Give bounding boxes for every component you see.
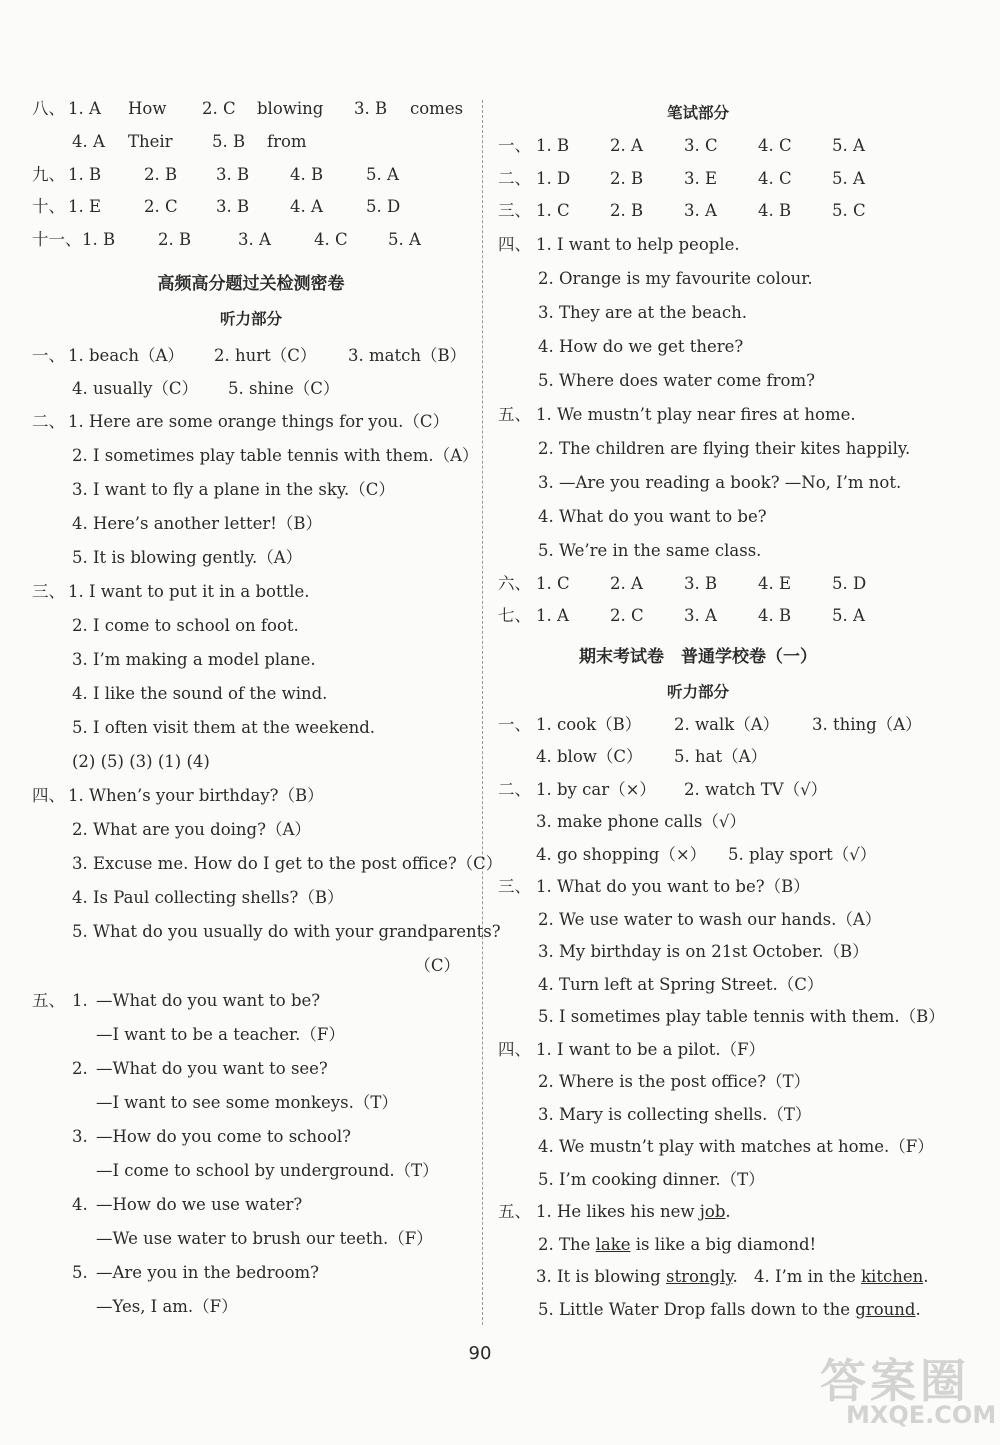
written-row-6 bbox=[498, 568, 898, 601]
section-label: 一、 bbox=[498, 136, 531, 155]
answer-tail: （C） bbox=[414, 956, 460, 975]
answer-item: 5. C bbox=[832, 201, 866, 220]
dialogue-row bbox=[32, 1120, 470, 1154]
answer-line: 5. We’re in the same class. bbox=[538, 540, 762, 560]
section-label: 三、 bbox=[32, 582, 65, 601]
answer-line: 1. I want to be a pilot.（F） bbox=[536, 1039, 766, 1059]
section-subtitle: 听力部分 bbox=[219, 310, 282, 328]
final-written-row-5 bbox=[498, 1196, 898, 1229]
answer-item: 3. B bbox=[354, 99, 388, 118]
dialogue-row bbox=[32, 1256, 470, 1290]
final-listening-row-2-cont2 bbox=[498, 839, 898, 872]
answer-item: 1. A bbox=[68, 99, 101, 118]
answer-item: 5. play sport（√） bbox=[728, 844, 877, 864]
answer-line: 4. Here’s another letter!（B） bbox=[72, 514, 323, 533]
section-label: 十一、 bbox=[32, 229, 82, 249]
section-label: 二、 bbox=[498, 779, 531, 799]
answer-line: 3. My birthday is on 21st October.（B） bbox=[538, 942, 869, 961]
final-listening-row-2-cont bbox=[498, 806, 898, 839]
section-title: 笔试部分 bbox=[666, 104, 729, 122]
answer-item: 2. C bbox=[202, 99, 236, 118]
section-label: 五、 bbox=[32, 991, 65, 1010]
answer-line: 2. I sometimes play table tennis with them.（A） bbox=[72, 446, 479, 465]
watermark-url: MXQE.COM bbox=[846, 1401, 997, 1429]
answer-item: 5. A bbox=[832, 606, 865, 625]
answer-line: 3. —Are you reading a book? —No, I’m not. bbox=[538, 472, 902, 492]
answer-item: 3. E bbox=[684, 168, 718, 188]
answer-item: 1. by car（×） bbox=[536, 779, 656, 799]
answer-item: 3. B bbox=[684, 573, 718, 593]
dialogue-answer: —We use water to brush our teeth.（F） bbox=[96, 1229, 433, 1248]
section-label: 九、 bbox=[32, 164, 65, 184]
answer-item: 4. B bbox=[758, 201, 792, 220]
answer-line: 3. Excuse me. How do I get to the post office?（C） bbox=[72, 854, 503, 873]
section-label: 十、 bbox=[32, 197, 65, 216]
answer-item: 5. A bbox=[366, 164, 399, 184]
section-label: 四、 bbox=[32, 786, 65, 805]
answer-line: 4. Turn left at Spring Street.（C） bbox=[538, 974, 824, 994]
answer-line: 1. He likes his new job. bbox=[536, 1202, 731, 1221]
written-row-4 bbox=[498, 228, 898, 262]
section-label: 二、 bbox=[32, 412, 65, 431]
section-title: 高频高分题过关检测密卷 bbox=[157, 274, 345, 294]
answer-item: 2. B bbox=[158, 229, 192, 249]
answer-item: 2. B bbox=[610, 201, 644, 220]
answer-item: How bbox=[128, 99, 167, 118]
answer-line: 3. They are at the beach. bbox=[538, 302, 747, 322]
final-listening-row-1 bbox=[498, 709, 922, 742]
answer-item: 1. D bbox=[536, 168, 571, 188]
dialogue-answer: —Yes, I am.（F） bbox=[96, 1297, 238, 1316]
section-label: 四、 bbox=[498, 234, 531, 254]
answer-line: 5. I sometimes play table tennis with them.（B） bbox=[538, 1007, 945, 1026]
answer-line: 5. I often visit them at the weekend. bbox=[72, 718, 376, 737]
answer-item: 2. A bbox=[610, 573, 643, 593]
section-label: 五、 bbox=[498, 1202, 531, 1221]
answer-item: 4. C bbox=[758, 168, 792, 188]
answer-item: 2. C bbox=[144, 197, 178, 216]
exam-title: 期末考试卷 普通学校卷（一） bbox=[579, 646, 817, 667]
answer-item: 1. C bbox=[536, 573, 570, 593]
answer-line: 2. The children are flying their kites happily. bbox=[538, 438, 911, 458]
answer-line: 4. How do we get there? bbox=[538, 336, 744, 356]
answer-item: 4. go shopping（×） bbox=[536, 844, 707, 864]
dialogue-answer: —I come to school by underground.（T） bbox=[96, 1161, 439, 1180]
written-row-1 bbox=[498, 130, 898, 163]
answer-line: 5. What do you usually do with your grandparents? bbox=[72, 922, 501, 941]
left-column bbox=[32, 92, 503, 1324]
answer-item: 1. B bbox=[68, 164, 102, 184]
dialogue-question: —What do you want to be? bbox=[96, 991, 321, 1010]
section-label: 三、 bbox=[498, 877, 531, 896]
answer-item: 4. E bbox=[758, 573, 792, 593]
answer-line: 2. Where is the post office?（T） bbox=[538, 1072, 811, 1091]
written-row-7 bbox=[498, 600, 898, 633]
answer-line: 2. We use water to wash our hands.（A） bbox=[538, 909, 882, 929]
written-row-2 bbox=[498, 163, 898, 196]
answer-item: 1. B bbox=[82, 229, 116, 249]
answer-item: blowing bbox=[257, 99, 324, 118]
answer-line: 1. I want to put it in a bottle. bbox=[68, 582, 310, 601]
watermark-text: 答案圈 bbox=[820, 1354, 970, 1408]
answer-item: 5. A bbox=[388, 229, 421, 249]
section-label: 五、 bbox=[498, 404, 531, 424]
answer-item: 3. match（B） bbox=[348, 346, 467, 365]
listening-row-2 bbox=[32, 405, 470, 439]
item-number: 4. bbox=[72, 1195, 88, 1214]
answer-line: 4. Is Paul collecting shells?（B） bbox=[72, 888, 344, 907]
final-listening-row-2 bbox=[498, 774, 898, 807]
answer-line: 1. What do you want to be?（B） bbox=[536, 877, 810, 896]
answer-item: 2. B bbox=[144, 164, 178, 184]
answer-item: 1. B bbox=[536, 136, 570, 155]
answer-item: 1. C bbox=[536, 201, 570, 220]
column-divider bbox=[482, 100, 483, 1325]
answer-item: Their bbox=[128, 132, 173, 151]
dialogue-question: —Are you in the bedroom? bbox=[96, 1263, 319, 1282]
answer-item: comes bbox=[410, 99, 464, 118]
page-number: 90 bbox=[468, 1343, 492, 1364]
order-answer: (2) (5) (3) (1) (4) bbox=[72, 752, 210, 771]
answer-item: 1. cook（B） bbox=[536, 714, 642, 734]
answer-row-11 bbox=[32, 224, 470, 257]
answer-line: 1. Here are some orange things for you.（C） bbox=[68, 412, 450, 431]
answer-line: 4. We mustn’t play with matches at home.（F） bbox=[538, 1137, 934, 1156]
dialogue-question: —How do you come to school? bbox=[96, 1127, 352, 1146]
final-listening-row-1-cont bbox=[498, 741, 898, 774]
listening-row-1 bbox=[32, 340, 470, 373]
section-label: 六、 bbox=[498, 573, 531, 593]
answer-line: 5. I’m cooking dinner.（T） bbox=[538, 1169, 765, 1189]
written-row-3 bbox=[498, 195, 898, 228]
answer-item: 3. thing（A） bbox=[812, 714, 922, 734]
answer-item: 4. blow（C） bbox=[536, 747, 643, 766]
answer-row-10 bbox=[32, 191, 470, 224]
answer-line: 4. I like the sound of the wind. bbox=[72, 684, 328, 703]
written-row-5 bbox=[498, 398, 898, 432]
section-label: 二、 bbox=[498, 168, 531, 188]
answer-line: 2. The lake is like a big diamond! bbox=[538, 1234, 817, 1254]
section-label: 三、 bbox=[498, 201, 531, 220]
item-number: 5. bbox=[72, 1263, 88, 1282]
answer-item: 5. B bbox=[212, 132, 246, 151]
answer-line: 2. What are you doing?（A） bbox=[72, 820, 311, 839]
answer-item: 3. make phone calls（√） bbox=[536, 812, 746, 831]
dialogue-answer: —I want to see some monkeys.（T） bbox=[96, 1093, 398, 1112]
answer-line-pair bbox=[498, 1261, 929, 1294]
answer-item: 3. B bbox=[216, 164, 250, 184]
answer-line: 1. When’s your birthday?（B） bbox=[68, 786, 324, 805]
answer-item: 5. D bbox=[366, 197, 401, 216]
section-label: 七、 bbox=[498, 606, 531, 625]
answer-item: from bbox=[267, 132, 307, 151]
listening-row-1-cont bbox=[32, 373, 470, 406]
answer-line: 3. I’m making a model plane. bbox=[72, 650, 316, 669]
answer-line: 2. I come to school on foot. bbox=[72, 616, 299, 635]
answer-row-8 bbox=[32, 92, 470, 126]
dialogue-row bbox=[32, 1052, 470, 1086]
section-label: 四、 bbox=[498, 1039, 531, 1059]
answer-row-8-cont bbox=[32, 126, 470, 159]
answer-item: 4. B bbox=[290, 164, 324, 184]
section-label: 一、 bbox=[498, 714, 531, 734]
answer-line: 4. What do you want to be? bbox=[538, 506, 767, 526]
answer-item: 2. hurt（C） bbox=[214, 346, 317, 365]
answer-line: 1. I want to help people. bbox=[536, 234, 740, 254]
listening-row-3 bbox=[32, 575, 470, 609]
answer-line: 3. I want to fly a plane in the sky.（C） bbox=[72, 480, 395, 499]
answer-line: 3. Mary is collecting shells.（T） bbox=[538, 1104, 812, 1124]
section-subtitle: 听力部分 bbox=[666, 682, 729, 701]
answer-item: 4. C bbox=[758, 136, 792, 155]
answer-item: 5. hat（A） bbox=[674, 747, 767, 766]
answer-line: 1. We mustn’t play near fires at home. bbox=[536, 404, 856, 424]
final-listening-row-3 bbox=[498, 871, 898, 904]
answer-item: 2. walk（A） bbox=[674, 714, 780, 734]
answer-line: 5. It is blowing gently.（A） bbox=[72, 548, 303, 567]
watermark-logo bbox=[816, 1345, 997, 1435]
answer-line: 2. Orange is my favourite colour. bbox=[538, 268, 813, 288]
answer-item: 3. A bbox=[684, 606, 717, 625]
answer-item: 1. beach（A） bbox=[68, 346, 184, 365]
answer-item: 2. C bbox=[610, 606, 644, 625]
answer-item: 2. watch TV（√） bbox=[684, 779, 828, 799]
right-column bbox=[498, 92, 945, 1326]
answer-item: 2. B bbox=[610, 168, 644, 188]
item-number: 2. bbox=[72, 1059, 88, 1078]
answer-item: 5. D bbox=[832, 573, 867, 593]
answer-item: 5. shine（C） bbox=[228, 378, 340, 398]
section-label: 八、 bbox=[32, 99, 65, 118]
answer-item: 3. A bbox=[684, 201, 717, 220]
answer-item: 3. C bbox=[684, 136, 718, 155]
item-number: 1. bbox=[72, 991, 88, 1010]
answer-line: 5. Where does water come from? bbox=[538, 370, 815, 390]
listening-row-5 bbox=[32, 984, 470, 1018]
answer-item: 4. usually（C） bbox=[72, 378, 199, 398]
answer-item: 5. A bbox=[832, 136, 865, 155]
answer-item: 3. A bbox=[238, 229, 271, 249]
dialogue-question: —How do we use water? bbox=[96, 1195, 303, 1214]
answer-item: 3. B bbox=[216, 197, 250, 216]
answer-item: 1. E bbox=[68, 197, 102, 216]
final-listening-row-4 bbox=[498, 1034, 898, 1067]
dialogue-question: —What do you want to see? bbox=[96, 1059, 328, 1078]
answer-item: 4. A bbox=[72, 132, 105, 151]
answer-item: 2. A bbox=[610, 136, 643, 155]
answer-row-9 bbox=[32, 159, 470, 192]
answer-item: 4. B bbox=[758, 606, 792, 625]
section-label: 一、 bbox=[32, 346, 65, 365]
listening-row-4 bbox=[32, 779, 470, 813]
dialogue-answer: —I want to be a teacher.（F） bbox=[96, 1025, 345, 1044]
item-number: 3. bbox=[72, 1127, 88, 1146]
answer-item: 4. C bbox=[314, 229, 348, 249]
answer-item: 1. A bbox=[536, 606, 569, 625]
dialogue-row bbox=[32, 1188, 470, 1222]
answer-line: 5. Little Water Drop falls down to the ground. bbox=[538, 1299, 921, 1319]
answer-item: 4. A bbox=[290, 197, 323, 216]
answer-item: 5. A bbox=[832, 168, 865, 188]
answer-line: 3. It is blowing strongly. bbox=[536, 1267, 738, 1286]
answer-line: 4. I’m in the kitchen. bbox=[754, 1267, 929, 1286]
